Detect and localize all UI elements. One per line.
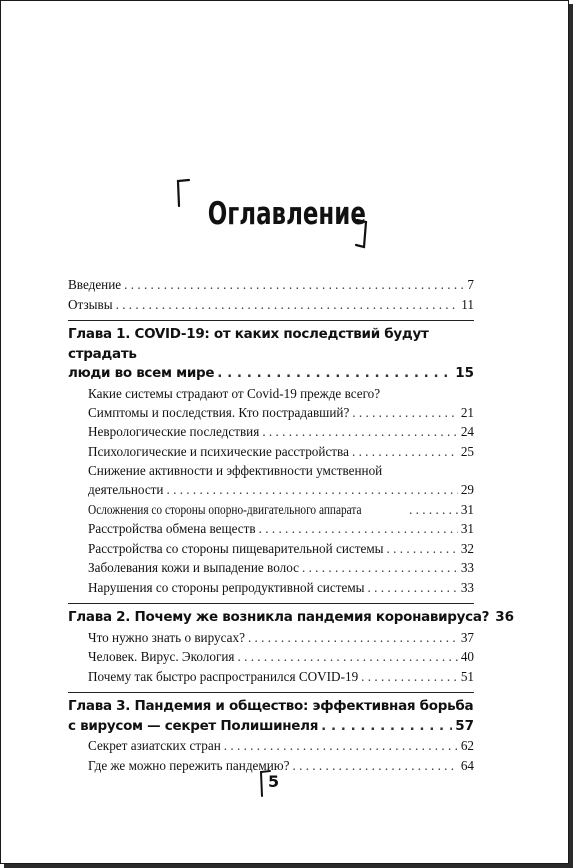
section-page: 33 bbox=[460, 579, 474, 595]
section-entry[interactable] bbox=[68, 539, 474, 559]
dot-leader bbox=[116, 295, 459, 315]
section-page: 21 bbox=[460, 404, 474, 420]
section-page: 31 bbox=[460, 501, 474, 517]
section-page: 32 bbox=[460, 540, 474, 556]
dot-leader bbox=[262, 422, 458, 442]
section-entry[interactable] bbox=[68, 558, 474, 578]
section-entry[interactable] bbox=[68, 384, 474, 423]
dot-leader bbox=[321, 717, 452, 737]
section-page: 51 bbox=[460, 668, 474, 684]
dot-leader bbox=[167, 480, 458, 500]
section-label: Расстройства обмена веществ bbox=[88, 521, 256, 536]
toc-entry[interactable] bbox=[68, 275, 474, 295]
divider bbox=[68, 320, 474, 321]
page-title: Оглавление bbox=[207, 196, 367, 232]
dot-leader bbox=[352, 442, 458, 462]
dot-leader bbox=[259, 519, 458, 539]
page-number: 5 bbox=[268, 772, 280, 791]
section-label-text: Осложнения со стороны опорно-двигательного аппарата bbox=[88, 501, 362, 517]
section-label: Заболевания кожи и выпадение волос bbox=[88, 560, 299, 575]
section-label: Человек. Вирус. Экология bbox=[88, 649, 235, 664]
chapter-entry[interactable] bbox=[68, 697, 474, 736]
section-label: Неврологические последствия bbox=[88, 424, 260, 439]
section-entry[interactable] bbox=[68, 667, 474, 687]
section-title-line: Снижение активности и эффективности умственной bbox=[88, 463, 383, 478]
toc-page: 7 bbox=[467, 277, 474, 292]
dot-leader bbox=[387, 539, 458, 559]
section-entry[interactable] bbox=[68, 578, 474, 598]
section-label: Что нужно знать о вирусах? bbox=[88, 629, 245, 645]
section-entry[interactable] bbox=[68, 628, 474, 648]
chapter-entry[interactable] bbox=[68, 325, 474, 384]
section-label: Секрет азиатских стран bbox=[88, 738, 221, 753]
section-page: 25 bbox=[460, 443, 474, 459]
section-page: 33 bbox=[460, 560, 474, 575]
section-title-line: деятельности bbox=[88, 482, 164, 497]
divider bbox=[68, 603, 474, 604]
section-title-line: Какие системы страдают от Covid-19 прежде всего? bbox=[88, 385, 381, 401]
dot-leader bbox=[248, 628, 458, 648]
section-page: 29 bbox=[460, 482, 474, 497]
section-page: 37 bbox=[460, 629, 474, 645]
dot-leader bbox=[352, 403, 458, 423]
section-entry[interactable] bbox=[68, 647, 474, 667]
chapter-title-line: Глава 2. Почему же возникла пандемия коронавируса? bbox=[68, 609, 490, 625]
section-entry[interactable] bbox=[68, 442, 474, 462]
section-page: 64 bbox=[460, 757, 474, 773]
section-label: Где же можно пережить пандемию? bbox=[88, 757, 290, 773]
chapter-title-line: Глава 3. Пандемия и общество: эффективная борьба bbox=[68, 698, 474, 714]
section-entry[interactable] bbox=[68, 500, 474, 520]
toc-label: Введение bbox=[68, 277, 122, 292]
toc-entry[interactable] bbox=[68, 295, 474, 315]
section-entry[interactable] bbox=[68, 422, 474, 442]
divider bbox=[68, 692, 474, 693]
section-entry[interactable] bbox=[68, 736, 474, 756]
section-label: Нарушения со стороны репродуктивной системы bbox=[88, 579, 365, 595]
dot-leader bbox=[293, 756, 458, 776]
dot-leader bbox=[409, 500, 458, 520]
chapter-page: 36 bbox=[495, 609, 515, 625]
chapter-title-line: люди во всем мире bbox=[68, 365, 215, 381]
dot-leader bbox=[361, 667, 458, 687]
section-entry[interactable] bbox=[68, 461, 474, 500]
chapter-page: 15 bbox=[455, 365, 474, 381]
section-page: 31 bbox=[460, 521, 474, 536]
chapter-page: 57 bbox=[455, 717, 474, 734]
section-entry[interactable] bbox=[68, 519, 474, 539]
dot-leader bbox=[302, 558, 458, 578]
dot-leader bbox=[368, 578, 458, 598]
section-label bbox=[88, 500, 406, 520]
dot-leader bbox=[238, 647, 458, 667]
section-page: 40 bbox=[460, 649, 474, 664]
title-container bbox=[0, 196, 574, 232]
section-page: 62 bbox=[460, 738, 474, 753]
dot-leader bbox=[217, 364, 452, 384]
chapter-entry[interactable] bbox=[68, 608, 515, 628]
section-page: 24 bbox=[460, 424, 474, 439]
section-title-line: Симптомы и последствия. Кто пострадавший? bbox=[88, 404, 350, 420]
dot-leader bbox=[224, 736, 458, 756]
chapter-title-line: с вирусом — секрет Полишинеля bbox=[68, 717, 319, 734]
toc-page: 11 bbox=[461, 296, 474, 312]
toc-label: Отзывы bbox=[68, 296, 113, 312]
section-label: Психологические и психические расстройства bbox=[88, 443, 349, 459]
table-of-contents bbox=[68, 275, 515, 775]
section-label: Расстройства со стороны пищеварительной системы bbox=[88, 540, 384, 556]
chapter-title-line: Глава 1. COVID-19: от каких последствий будут страдать bbox=[68, 326, 429, 362]
dot-leader bbox=[124, 275, 464, 295]
section-label: Почему так быстро распространился COVID-19 bbox=[88, 668, 359, 684]
